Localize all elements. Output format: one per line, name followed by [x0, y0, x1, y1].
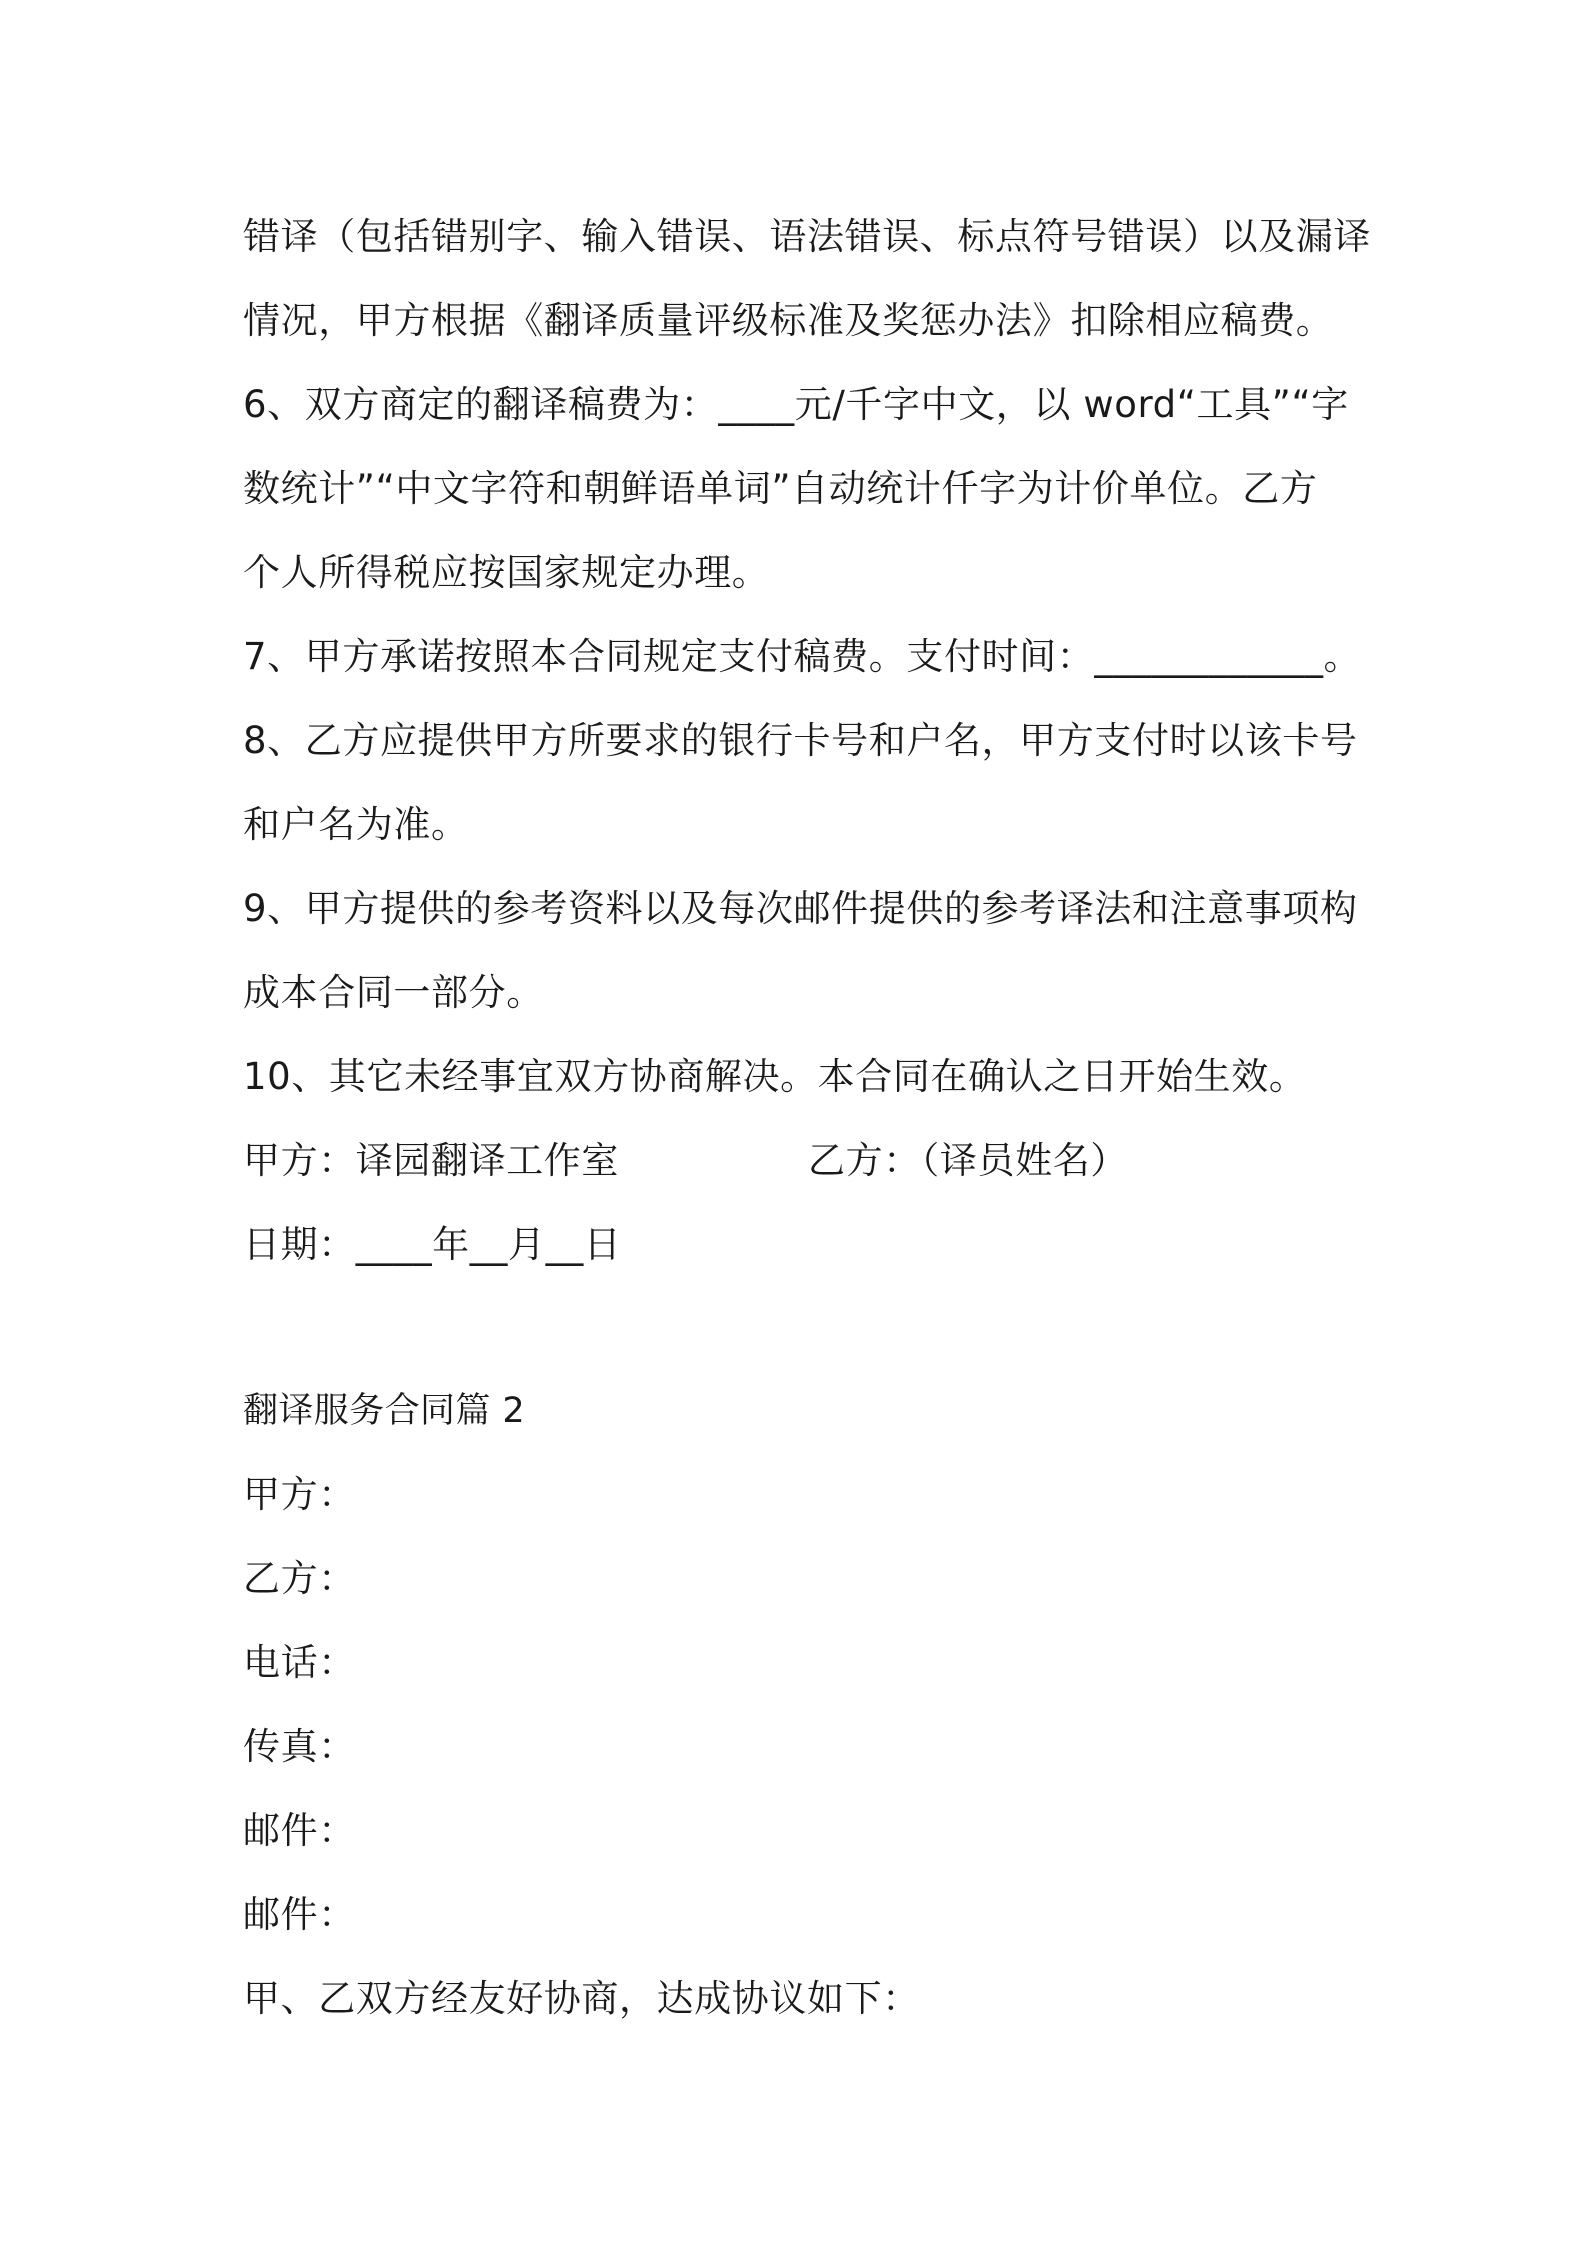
clause-10-line: 10、其它未经事宜双方协商解决。本合同在确认之日开始生效。	[243, 1055, 1307, 1098]
clause-9-line: 9、甲方提供的参考资料以及每次邮件提供的参考译法和注意事项构	[243, 887, 1358, 930]
party-a-field: 甲方：	[243, 1473, 356, 1516]
section-divider-space	[243, 1287, 1363, 1369]
party-a-signature: 甲方：译园翻译工作室	[243, 1139, 619, 1182]
agreement-intro: 甲、乙双方经友好协商，达成协议如下：	[243, 1977, 920, 2020]
document-body	[243, 195, 1371, 2041]
clause-7-line: 7、甲方承诺按照本合同规定支付稿费。支付时间：____________。	[243, 635, 1362, 678]
party-b-signature: 乙方：（译员姓名）	[808, 1139, 1128, 1182]
date-line: 日期：____年__月__日	[243, 1223, 622, 1266]
clause-9-line: 成本合同一部分。	[243, 971, 544, 1014]
paragraph-line: 情况，甲方根据《翻译质量评级标准及奖惩办法》扣除相应稿费。	[243, 299, 1334, 342]
phone-field: 电话：	[243, 1641, 356, 1684]
clause-6-line: 数统计”“中文字符和朝鲜语单词”自动统计仟字为计价单位。乙方	[243, 467, 1318, 510]
clause-6-line: 个人所得税应按国家规定办理。	[243, 551, 770, 594]
clause-6-line: 6、双方商定的翻译稿费为：____元/千字中文，以 word“工具”“字	[243, 383, 1349, 426]
clause-8-line: 和户名为准。	[243, 803, 469, 846]
party-b-field: 乙方：	[243, 1557, 356, 1600]
signature-row	[243, 1119, 1363, 1203]
clause-8-line: 8、乙方应提供甲方所要求的银行卡号和户名，甲方支付时以该卡号	[243, 719, 1358, 762]
paragraph-line: 错译（包括错别字、输入错误、语法错误、标点符号错误）以及漏译	[243, 215, 1371, 258]
email-field: 邮件：	[243, 1893, 356, 1936]
section-title: 翻译服务合同篇 2	[243, 1391, 525, 1431]
email-field: 邮件：	[243, 1809, 356, 1852]
fax-field: 传真：	[243, 1725, 356, 1768]
